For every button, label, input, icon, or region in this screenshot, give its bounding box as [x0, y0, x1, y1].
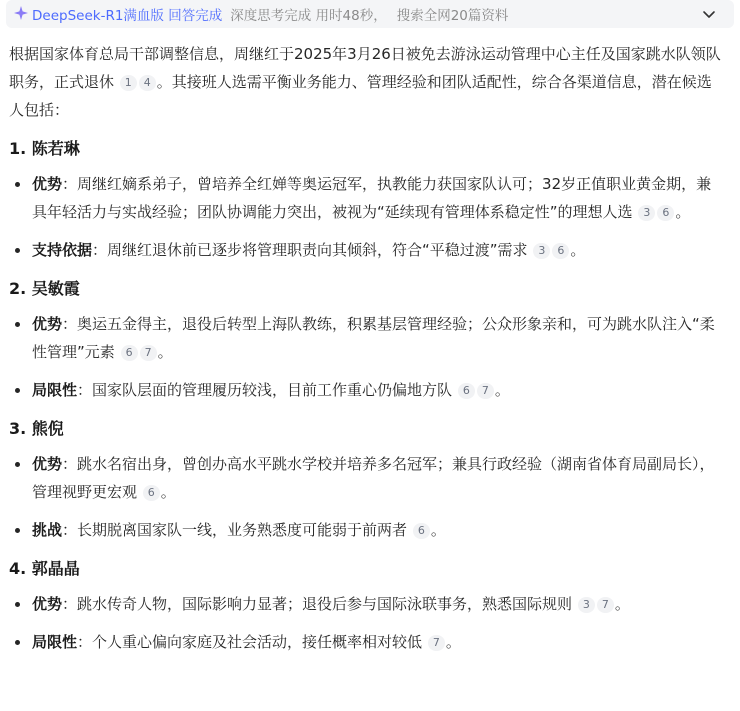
bullet-dot	[15, 322, 20, 327]
bullet-dot	[15, 462, 20, 467]
bullet-dot	[15, 640, 20, 645]
bullet-text: ：国家队层面的管理履历较浅，目前工作重心仍偏地方队	[77, 381, 453, 399]
bullet-text: ：奥运五金得主，退役后转型上海队教练，积累基层管理经验；公众形象亲和，可为跳水队注入“柔性管理”元素	[32, 315, 715, 361]
bullet-end: 。	[494, 381, 510, 399]
citation-badge[interactable]: 6	[121, 345, 138, 361]
bullet-item	[9, 236, 726, 264]
citation-badge[interactable]: 3	[533, 243, 550, 259]
citation-badge[interactable]: 6	[458, 383, 475, 399]
citation-badge[interactable]: 6	[552, 243, 569, 259]
citation-badge[interactable]: 7	[140, 345, 157, 361]
bullet-item	[9, 516, 726, 544]
bullet-label: 优势	[32, 595, 63, 613]
bullet-item	[9, 450, 726, 506]
candidate-list	[9, 138, 726, 656]
sparkle-icon	[14, 6, 28, 20]
bullet-end: 。	[445, 633, 461, 651]
citation-badge[interactable]: 6	[657, 205, 674, 221]
bullet-label: 局限性	[32, 633, 78, 651]
search-sources-info: 搜索全网20篇资料	[396, 8, 509, 24]
bullet-dot	[15, 528, 20, 533]
bullet-text: ：长期脱离国家队一线，业务熟悉度可能弱于前两者	[62, 521, 408, 539]
citation-badge[interactable]: 7	[428, 635, 445, 651]
bullet-end: 。	[570, 241, 586, 259]
bullet-dot	[15, 182, 20, 187]
bullet-label: 挑战	[32, 521, 63, 539]
citation-badge[interactable]: 6	[413, 523, 430, 539]
thinking-status: 深度思考完成 用时48秒，	[230, 8, 387, 24]
citation-badge[interactable]: 3	[638, 205, 655, 221]
citation-badge[interactable]: 6	[143, 485, 160, 501]
citation-badge[interactable]: 3	[578, 597, 595, 613]
intro-text-cont: 。其接班人选需平衡业务能力、管理经验和团队适配性，综合各渠道信息，潜在候选人包括：	[9, 73, 712, 119]
citation-badge[interactable]: 7	[597, 597, 614, 613]
bullet-label: 支持依据	[32, 241, 93, 259]
bullet-item	[9, 376, 726, 404]
bullet-dot	[15, 602, 20, 607]
candidate-heading: 4. 郭晶晶	[9, 559, 80, 578]
citation-badge[interactable]: 7	[477, 383, 494, 399]
bullet-text: ：跳水名宿出身，曾创办高水平跳水学校并培养多名冠军；兼具行政经验（湖南省体育局副局长），管理视野更宏观	[32, 455, 715, 501]
bullet-text: ：个人重心偏向家庭及社会活动，接任概率相对较低	[77, 633, 423, 651]
bullet-dot	[15, 388, 20, 393]
chevron-down-icon[interactable]	[702, 7, 716, 21]
intro-paragraph	[9, 40, 726, 124]
bullet-end: 。	[675, 203, 691, 221]
bullet-label: 优势	[32, 315, 63, 333]
intro-text: 根据国家体育总局干部调整信息，周继红于2025年3月26日被免去游泳运动管理中心主任及国家跳水队领队职务，正式退休	[9, 45, 721, 91]
bullet-end: 。	[157, 343, 173, 361]
bullet-item	[9, 170, 726, 226]
bullet-text: ：跳水传奇人物，国际影响力显著；退役后参与国际泳联事务，熟悉国际规则	[62, 595, 573, 613]
answer-header[interactable]	[6, 0, 734, 28]
candidate-heading: 3. 熊倪	[9, 419, 64, 438]
bullet-end: 。	[614, 595, 630, 613]
bullet-item	[9, 590, 726, 618]
answer-content	[0, 28, 740, 656]
candidate-heading: 2. 吴敏霞	[9, 279, 80, 298]
bullet-text: ：周继红退休前已逐步将管理职责向其倾斜，符合“平稳过渡”需求	[92, 241, 528, 259]
bullet-text: ：周继红嫡系弟子，曾培养全红婵等奥运冠军，执教能力获国家队认可；32岁正值职业黄金期，兼具年轻活力与实战经验；团队协调能力突出，被视为“延续现有管理体系稳定性”的理想人选	[32, 175, 712, 221]
candidate-heading: 1. 陈若琳	[9, 139, 80, 158]
bullet-item	[9, 310, 726, 366]
citation-badge[interactable]: 1	[120, 75, 137, 91]
bullet-label: 局限性	[32, 381, 78, 399]
bullet-end: 。	[430, 521, 446, 539]
bullet-label: 优势	[32, 175, 63, 193]
citation-badge[interactable]: 4	[139, 75, 156, 91]
bullet-item	[9, 628, 726, 656]
bullet-label: 优势	[32, 455, 63, 473]
bullet-dot	[15, 248, 20, 253]
answer-model-title: DeepSeek-R1满血版 回答完成	[32, 8, 223, 24]
bullet-end: 。	[160, 483, 176, 501]
